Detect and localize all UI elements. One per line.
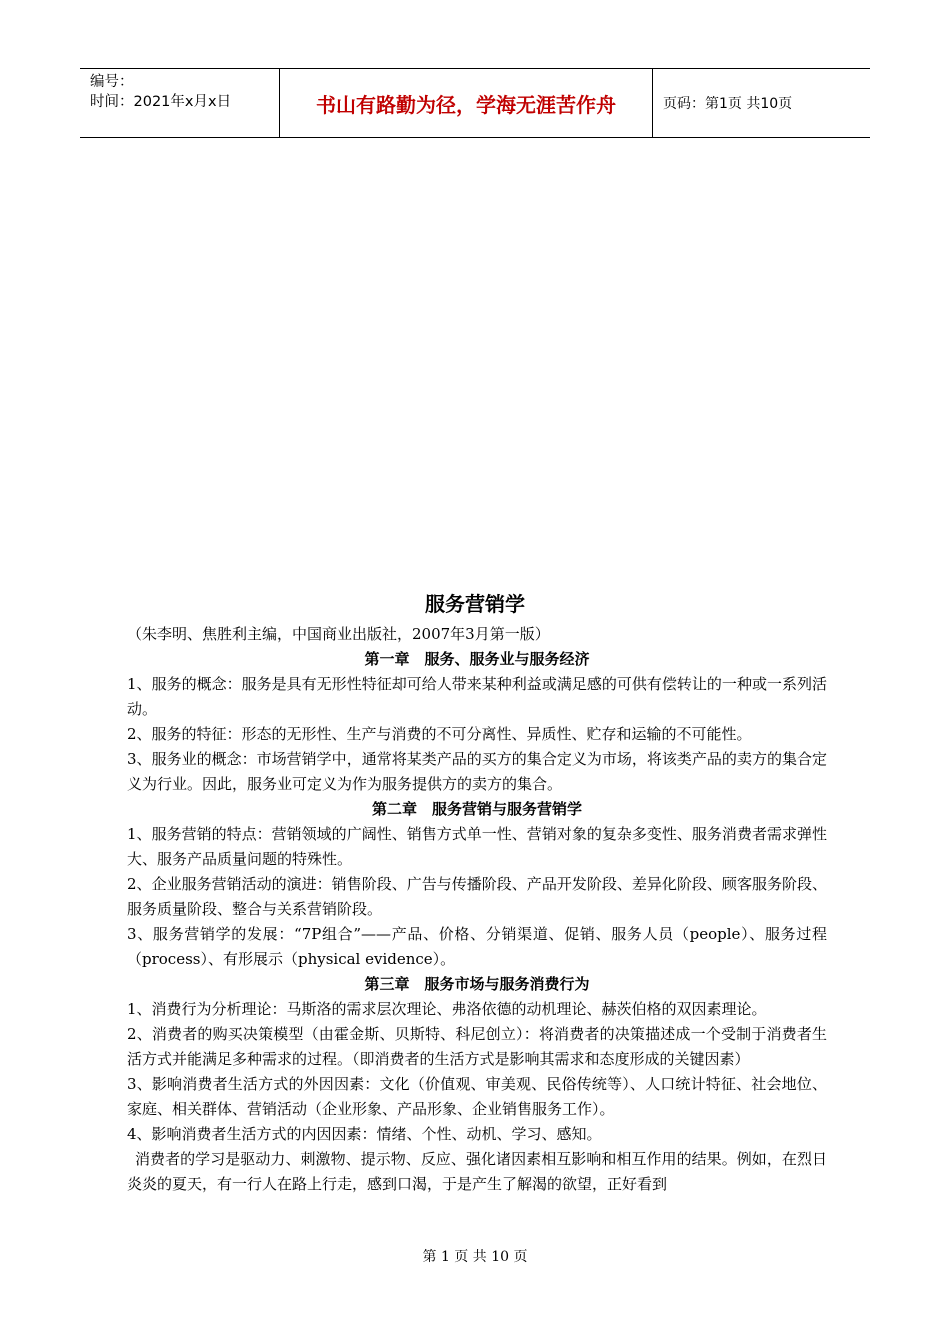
body-paragraph: 4、影响消费者生活方式的内因因素：情绪、个性、动机、学习、感知。 — [127, 1125, 602, 1143]
body-paragraph: 1、服务的概念：服务是具有无形性特征却可给人带来某种利益或满足感的可供有偿转让的一种或一系列活动。 — [127, 675, 827, 718]
body-paragraph: 2、服务的特征：形态的无形性、生产与消费的不可分离性、异质性、贮存和运输的不可能性。 — [127, 725, 752, 743]
body-paragraph: 3、影响消费者生活方式的外因因素：文化（价值观、审美观、民俗传统等）、人口统计特征、社会地位、家庭、相关群体、营销活动（企业形象、产品形象、企业销售服务工作）。 — [127, 1075, 827, 1118]
body-paragraph: 3、服务营销学的发展：“7P组合”——产品、价格、分销渠道、促销、服务人员（people）、服务过程（process）、有形展示（physical evidence）。 — [127, 925, 827, 968]
body-paragraph: 3、服务业的概念：市场营销学中，通常将某类产品的买方的集合定义为市场，将该类产品的卖方的集合定义为行业。因此，服务业可定义为作为服务提供方的卖方的集合。 — [127, 750, 827, 793]
chapter-heading: 第一章 服务、服务业与服务经济 — [364, 650, 590, 668]
chapter-heading: 第三章 服务市场与服务消费行为 — [364, 975, 590, 993]
header-page-code: 页码：第1页 共10页 — [663, 96, 793, 112]
document-body — [127, 622, 827, 1197]
body-paragraph: 1、消费行为分析理论：马斯洛的需求层次理论、弗洛依德的动机理论、赫茨伯格的双因素理论。 — [127, 1000, 767, 1018]
header-motto: 书山有路勤为径，学海无涯苦作舟 — [280, 69, 653, 137]
page-header — [80, 68, 870, 138]
document-source: （朱李明、焦胜利主编，中国商业出版社，2007年3月第一版） — [127, 625, 550, 643]
chapter-heading: 第二章 服务营销与服务营销学 — [371, 800, 582, 818]
doc-time-label: 时间：2021年x月x日 — [90, 94, 232, 110]
document-title: 服务营销学 — [425, 592, 525, 616]
body-paragraph: 1、服务营销的特点：营销领域的广阔性、销售方式单一性、营销对象的复杂多变性、服务消费者需求弹性大、服务产品质量问题的特殊性。 — [127, 825, 827, 868]
body-paragraph: 2、企业服务营销活动的演进：销售阶段、广告与传播阶段、产品开发阶段、差异化阶段、顾客服务阶段、服务质量阶段、整合与关系营销阶段。 — [127, 875, 827, 918]
page-footer: 第 1 页 共 10 页 — [422, 1249, 528, 1265]
body-paragraph: 2、消费者的购买决策模型（由霍金斯、贝斯特、科尼创立）：将消费者的决策描述成一个受制于消费者生活方式并能满足多种需求的过程。（即消费者的生活方式是影响其需求和态度形成的关键因素） — [127, 1025, 827, 1068]
doc-number-label: 编号： — [90, 74, 134, 90]
body-paragraph: 消费者的学习是驱动力、刺激物、提示物、反应、强化诸因素相互影响和相互作用的结果。例如，在烈日炎炎的夏天，有一行人在路上行走，感到口渴，于是产生了解渴的欲望，正好看到 — [127, 1150, 827, 1193]
header-meta — [80, 69, 280, 137]
paragraph-list — [127, 647, 827, 1197]
